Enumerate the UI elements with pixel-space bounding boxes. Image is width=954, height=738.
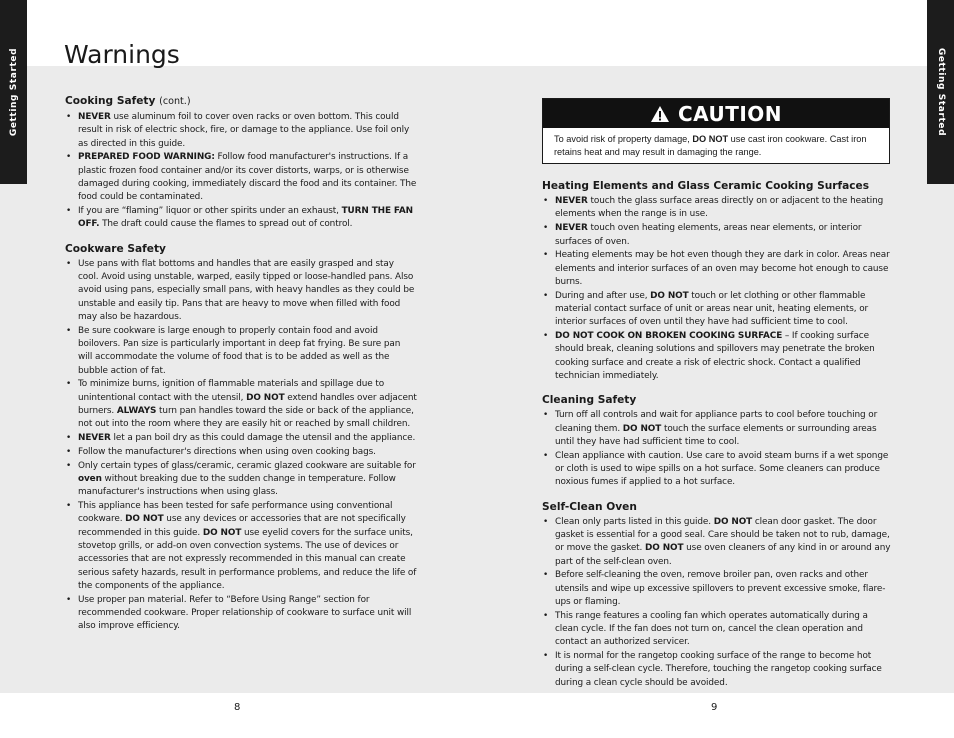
list-item [65, 432, 417, 445]
list-item-text: use aluminum foil to cover oven racks or oven bottom. This could result in risk of electric shock, fire, or damage to the appliance. Use foil only as directed in this guide. [78, 112, 410, 149]
side-tab-right-label: Getting Started [935, 47, 946, 137]
list-item [65, 594, 417, 634]
list-item-text: use any devices or accessories that are not specifically recommended in this guide. [78, 514, 406, 538]
list-item-emphasis: DO NOT [246, 392, 285, 403]
list-item-text: extend handles over adjacent burners. [78, 392, 417, 416]
list-item-emphasis: DO NOT [125, 514, 164, 525]
list-item-emphasis: NEVER [78, 433, 111, 444]
side-tab-left [0, 0, 27, 184]
caution-box [542, 98, 890, 164]
section-heading: Self-Clean Oven [542, 500, 637, 513]
left-column [65, 94, 417, 643]
list-item [542, 610, 892, 650]
bullet-list [542, 409, 892, 489]
side-tab-right [927, 0, 954, 184]
list-item-text: To minimize burns, ignition of flammable materials and spillage due to unintentional contact with the utensil, [78, 379, 385, 403]
list-item [542, 330, 892, 383]
section-self-clean [542, 500, 892, 690]
list-item-emphasis: TURN THE FAN OFF. [78, 206, 413, 230]
list-item-text: Use proper pan material. Refer to “Before Using Range” section for recommended cookware. Proper relationship of cookware to surface unit will also improve efficiency. [78, 594, 412, 632]
list-item [542, 516, 892, 569]
list-item-text: If you are “flaming” liquor or other spirits under an exhaust, [78, 206, 342, 217]
caution-title: CAUTION [677, 101, 783, 126]
list-item [542, 409, 892, 449]
bullet-list [542, 195, 892, 383]
section-heading [65, 94, 417, 109]
page-number-left: 8 [234, 702, 241, 713]
list-item-text: Follow the manufacturer's directions when using oven cooking bags. [78, 446, 376, 457]
caution-body-text: To avoid risk of property damage, [554, 134, 693, 144]
list-item [65, 325, 417, 378]
caution-body-emphasis: DO NOT [692, 134, 729, 144]
right-column [542, 98, 892, 700]
list-item-text: This appliance has been tested for safe performance using conventional cookware. [78, 501, 393, 525]
section-heading-suffix: (cont.) [159, 96, 191, 107]
list-item-text: touch the glass surface areas directly on or adjacent to the heating elements when the range is in use. [555, 196, 884, 220]
list-item-emphasis: DO NOT [645, 543, 684, 554]
list-item-text: Be sure cookware is large enough to properly contain food and avoid boilovers. Pan size is particularly important in deep fat frying. Be sure pan will accommodate the volume of food that is to be added as well as the bubble action of fat. [78, 325, 401, 376]
list-item-text: Clean appliance with caution. Use care to avoid steam burns if a wet sponge or cloth is used to wipe spills on a hot surface. Some cleaners can produce noxious fumes if applied to a hot surface. [555, 450, 889, 488]
list-item [65, 500, 417, 593]
list-item-text: touch or let clothing or other flammable material contact surface of unit or areas near unit, heating elements, or interior surfaces of oven until they have had sufficient time to cool. [555, 290, 869, 328]
list-item [542, 249, 892, 289]
list-item-text: Turn off all controls and wait for appliance parts to cool before touching or cleaning them. [555, 410, 878, 434]
list-item-emphasis: DO NOT [650, 290, 689, 301]
list-item [65, 446, 417, 459]
list-item-emphasis: NEVER [78, 112, 111, 122]
list-item-text: This range features a cooling fan which operates automatically during a clean cycle. If the fan does not turn on, cancel the clean operation and contact an authorized servicer. [555, 610, 868, 648]
list-item-text: clean door gasket. The door gasket is essential for a good seal. Care should be taken not to rub, damage, or move the gasket. [555, 516, 890, 554]
list-item [65, 378, 417, 431]
list-item [542, 650, 892, 690]
list-item-emphasis: ALWAYS [116, 405, 157, 416]
list-item-text: During and after use, [555, 290, 651, 301]
list-item [542, 195, 892, 222]
list-item [542, 569, 892, 609]
section-cleaning-safety [542, 393, 892, 489]
page-title: Warnings [64, 40, 180, 69]
list-item [542, 222, 892, 249]
list-item-text: without breaking due to the sudden change in temperature. Follow manufacturer's instructions when using glass. [78, 473, 396, 498]
section-cookware-safety [65, 242, 417, 634]
warning-triangle-icon [650, 105, 670, 123]
caution-body [543, 128, 889, 163]
list-item-emphasis: NEVER [555, 223, 588, 234]
list-item-text: touch oven heating elements, areas near elements, or interior surfaces of oven. [555, 223, 862, 247]
list-item-text: Use pans with flat bottoms and handles that are easily grasped and stay cool. Avoid using unstable, warped, easily tipped or loose-handled pans. Also avoid using pans, especially small pans, with heavy handles as they could be unstable and easily tip. Pans that are heavy to move when filled with food may also be hazardous. [78, 258, 415, 322]
list-item-emphasis: DO NOT [622, 423, 662, 434]
list-item [65, 460, 417, 500]
section-heating-elements [542, 179, 892, 383]
list-item-text: Follow food manufacturer's instructions. If a plastic frozen food container and/or its cover distorts, warps, or is otherwise damaged during cooking, immediately discard the food and its container. The food could be contaminated. [78, 152, 417, 203]
page-number-right: 9 [711, 702, 718, 713]
list-item-text: Clean only parts listed in this guide. [555, 516, 714, 527]
caution-header [543, 99, 889, 128]
bullet-list [542, 516, 892, 690]
list-item-emphasis: DO NOT [713, 516, 753, 527]
bullet-list [65, 258, 417, 634]
list-item-text: The draft could cause the flames to spread out of control. [99, 219, 353, 230]
list-item-emphasis: DO NOT [202, 527, 242, 538]
list-item-text: Only certain types of glass/ceramic, ceramic glazed cookware are suitable for [78, 460, 416, 471]
list-item [65, 205, 417, 232]
list-item [65, 111, 417, 151]
list-item-text: – If cooking surface should break, cleaning solutions and spillovers may penetrate the broken cooking surface and create a risk of electric shock. Contact a qualified technician immediately. [555, 331, 875, 382]
section-heading-text: Cooking Safety [65, 95, 156, 107]
list-item-emphasis: DO NOT COOK ON BROKEN COOKING SURFACE [555, 331, 783, 342]
list-item-text: Heating elements may be hot even though they are dark in color. Areas near elements and interior surfaces of an oven may become hot enough to cause burns. [555, 250, 890, 287]
list-item-text: touch the surface elements or surrounding areas until they have had sufficient time to cool. [555, 423, 877, 447]
list-item [542, 290, 892, 330]
caution-body-text: use cast iron cookware. Cast iron retains heat and may result in damaging the range. [554, 134, 867, 157]
list-item-text: use eyelid covers for the surface units, stovetop grills, or add-on oven convection systems. The use of devices or accessories that are not expressly recommended in this manual can create serious safety hazards, result in performance problems, and reduce the life of the components of the appliance. [78, 527, 417, 591]
section-heading: Cookware Safety [65, 242, 166, 255]
section-cooking-safety [65, 94, 417, 232]
list-item-text: turn pan handles toward the side or back of the appliance, not out into the room where they are easily hit or reached by small children. [78, 405, 414, 430]
list-item-text: Before self-cleaning the oven, remove broiler pan, oven racks and other utensils and wipe up excessive spillovers to prevent excessive smoke, flare-ups or flaming. [555, 570, 886, 607]
list-item-emphasis: NEVER [555, 196, 588, 207]
list-item-text: let a pan boil dry as this could damage the utensil and the appliance. [110, 433, 416, 444]
side-tab-left-label: Getting Started [8, 47, 19, 137]
bullet-list [65, 111, 417, 232]
list-item [65, 258, 417, 324]
section-heading: Cleaning Safety [542, 394, 637, 407]
section-heading: Heating Elements and Glass Ceramic Cooking Surfaces [542, 180, 870, 193]
list-item-emphasis: PREPARED FOOD WARNING: [78, 152, 215, 163]
list-item [542, 450, 892, 490]
list-item-emphasis: oven [78, 473, 102, 484]
list-item [65, 151, 417, 204]
list-item-text: use oven cleaners of any kind in or around any part of the self-clean oven. [555, 543, 891, 567]
list-item-text: It is normal for the rangetop cooking surface of the range to become hot during a self-clean cycle. Therefore, touching the rangetop cooking surface during a clean cycle should be avoided. [555, 651, 882, 688]
